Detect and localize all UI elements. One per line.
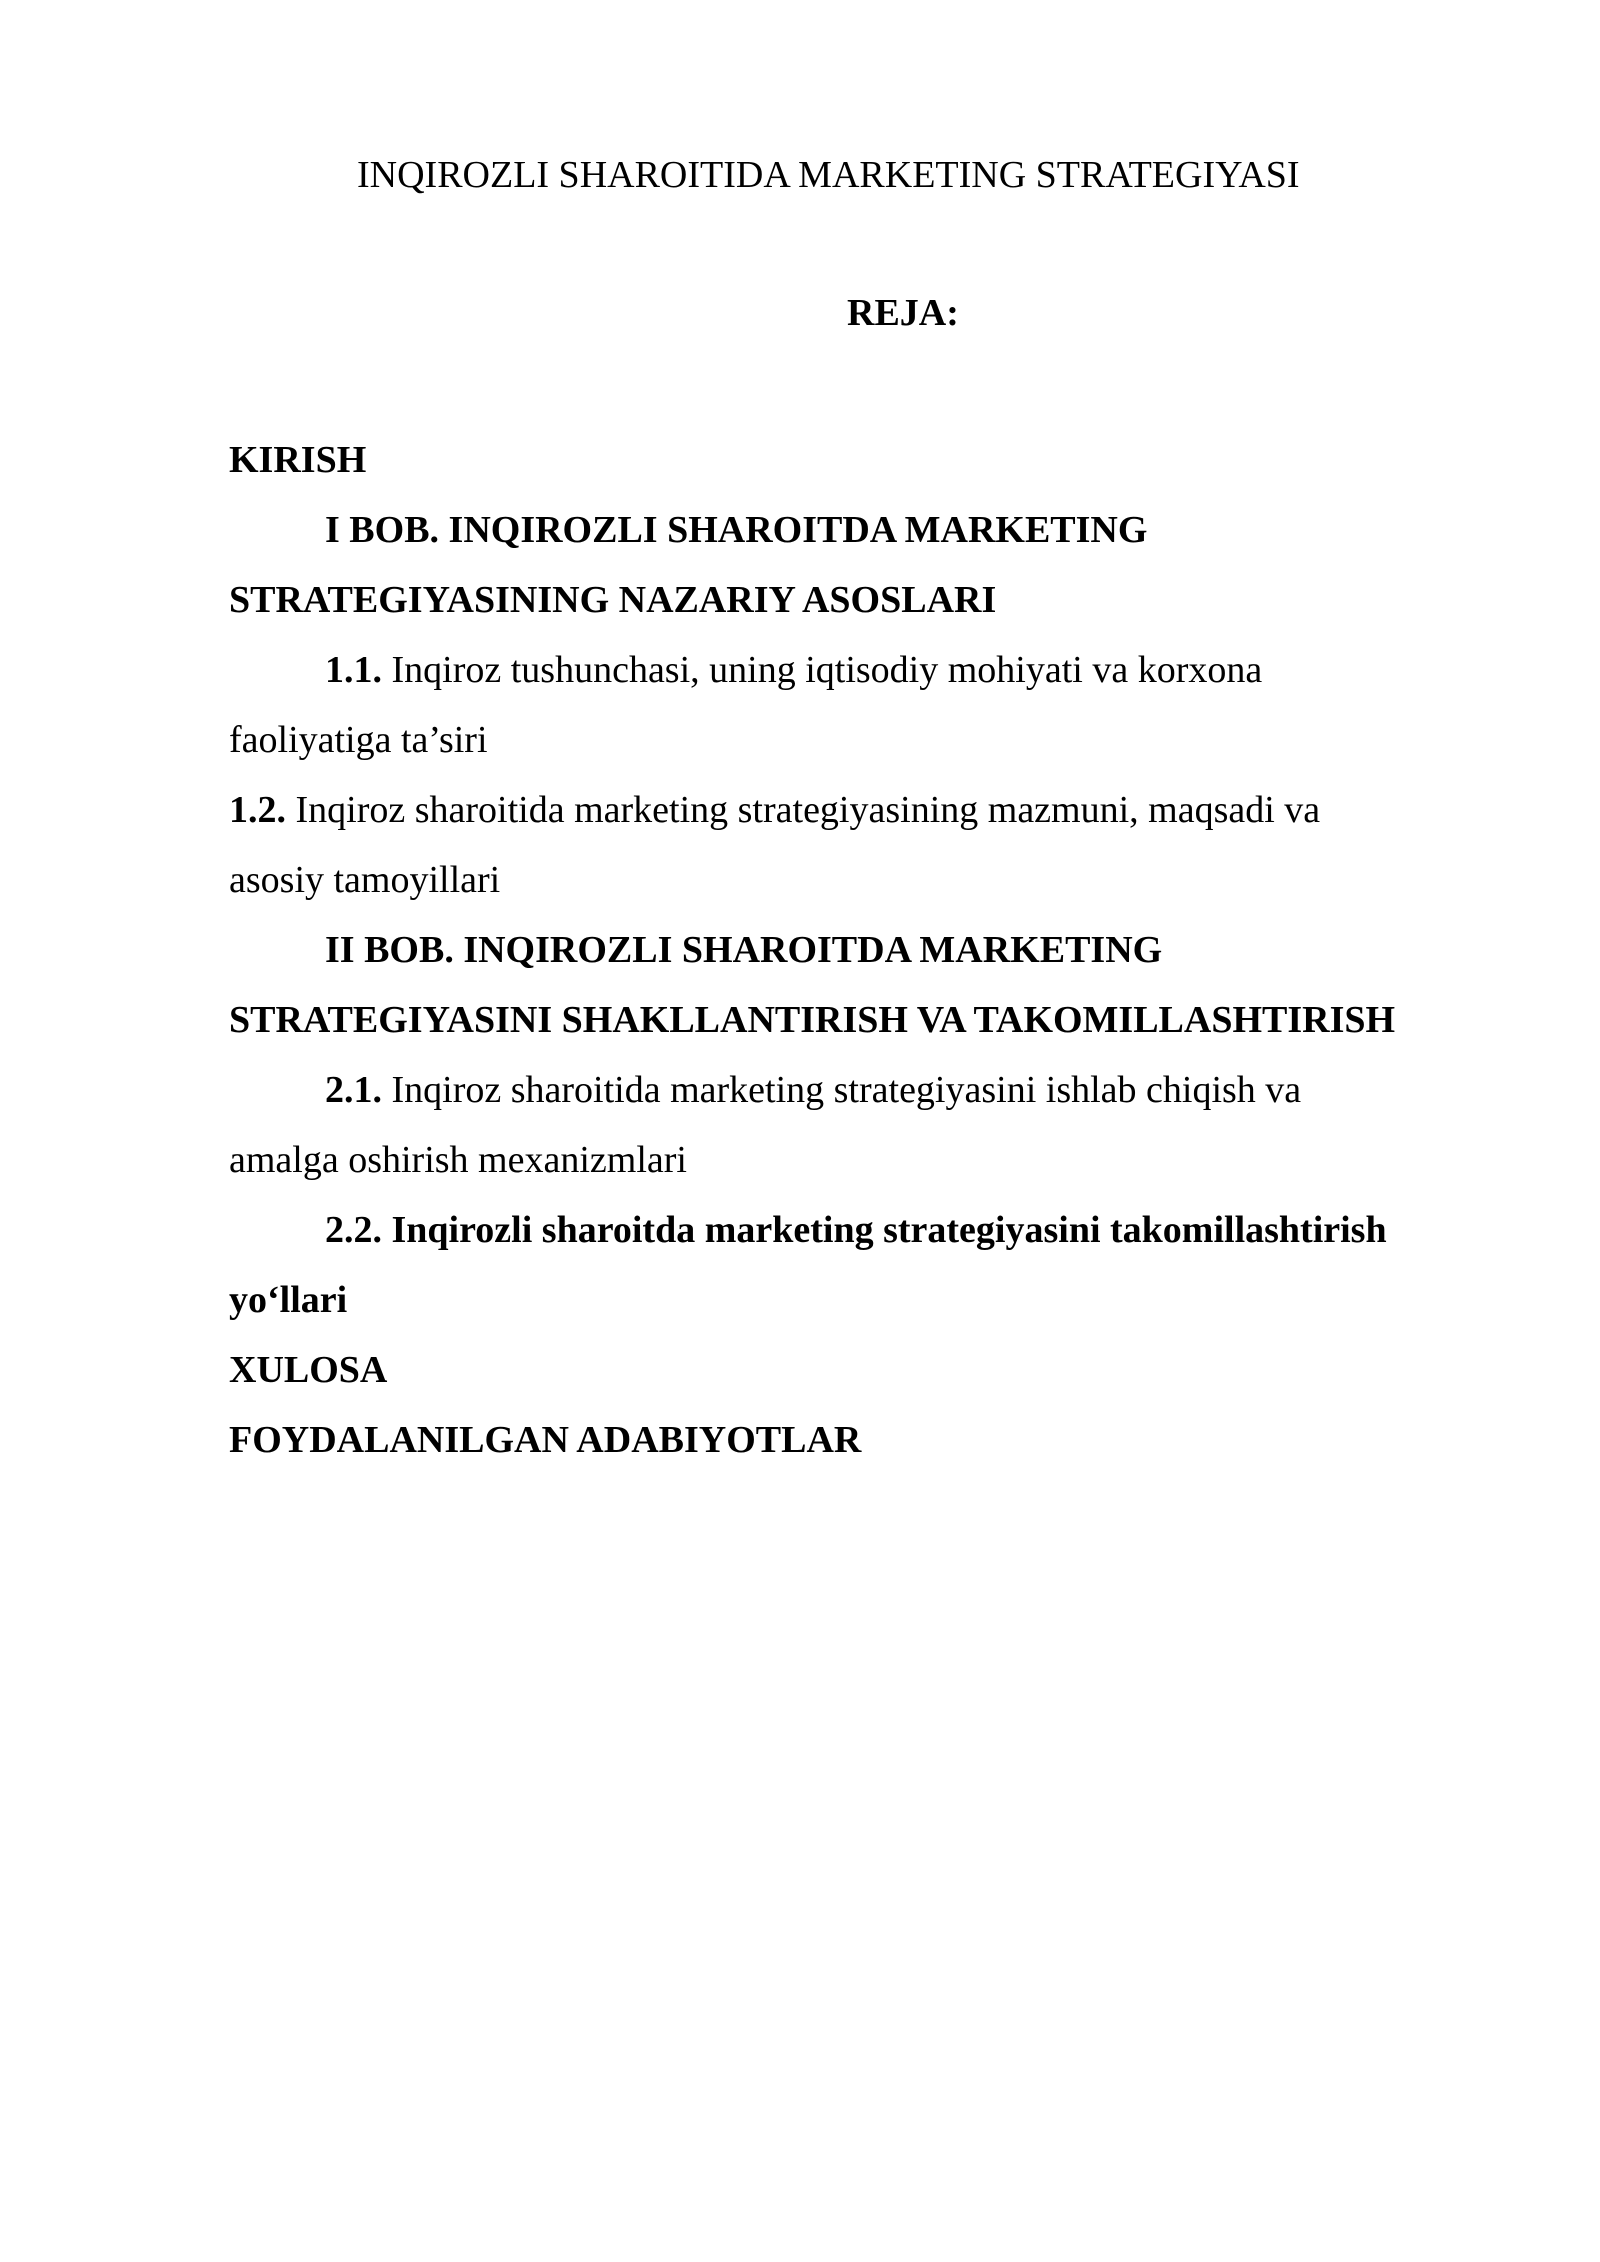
toc-chapter2-line1: II BOB. INQIROZLI SHAROITDA MARKETING — [325, 929, 1163, 971]
toc-references: FOYDALANILGAN ADABIYOTLAR — [229, 1419, 862, 1461]
toc-section-1-2-continuation: asosiy tamoyillari — [229, 859, 501, 901]
toc-section-2-1-text: Inqiroz sharoitida marketing strategiyasini ishlab chiqish va — [382, 1069, 1302, 1111]
toc-intro: KIRISH — [229, 439, 367, 481]
toc-section-2-2: 2.2. Inqirozli sharoitda marketing strategiyasini takomillashtirish — [325, 1209, 1387, 1251]
plan-heading: REJA: — [847, 292, 959, 334]
toc-section-1-1-text: Inqiroz tushunchasi, uning iqtisodiy mohiyati va korxona — [382, 649, 1263, 691]
toc-chapter2-line2: STRATEGIYASINI SHAKLLANTIRISH VA TAKOMILLASHTIRISH — [229, 999, 1396, 1041]
toc-section-1-1-number: 1.1. — [325, 649, 382, 691]
table-of-contents — [229, 425, 1529, 1475]
toc-chapter1-line2: STRATEGIYASINING NAZARIY ASOSLARI — [229, 579, 997, 621]
toc-section-2-1-number: 2.1. — [325, 1069, 382, 1111]
toc-section-1-1-continuation: faoliyatiga ta’siri — [229, 719, 488, 761]
toc-section-1-1 — [229, 635, 1529, 705]
toc-section-2-2-continuation: yo‘llari — [229, 1279, 348, 1321]
document-title: INQIROZLI SHAROITIDA MARKETING STRATEGIYASI — [357, 154, 1300, 196]
toc-section-1-2-text: Inqiroz sharoitida marketing strategiyasining mazmuni, maqsadi va — [286, 789, 1321, 831]
toc-section-2-1-continuation: amalga oshirish mexanizmlari — [229, 1139, 687, 1181]
toc-section-1-2 — [229, 775, 1529, 845]
toc-section-2-1 — [229, 1055, 1529, 1125]
toc-conclusion: XULOSA — [229, 1349, 388, 1391]
toc-section-1-2-number: 1.2. — [229, 789, 286, 831]
toc-chapter1-line1: I BOB. INQIROZLI SHAROITDA MARKETING — [325, 509, 1148, 551]
